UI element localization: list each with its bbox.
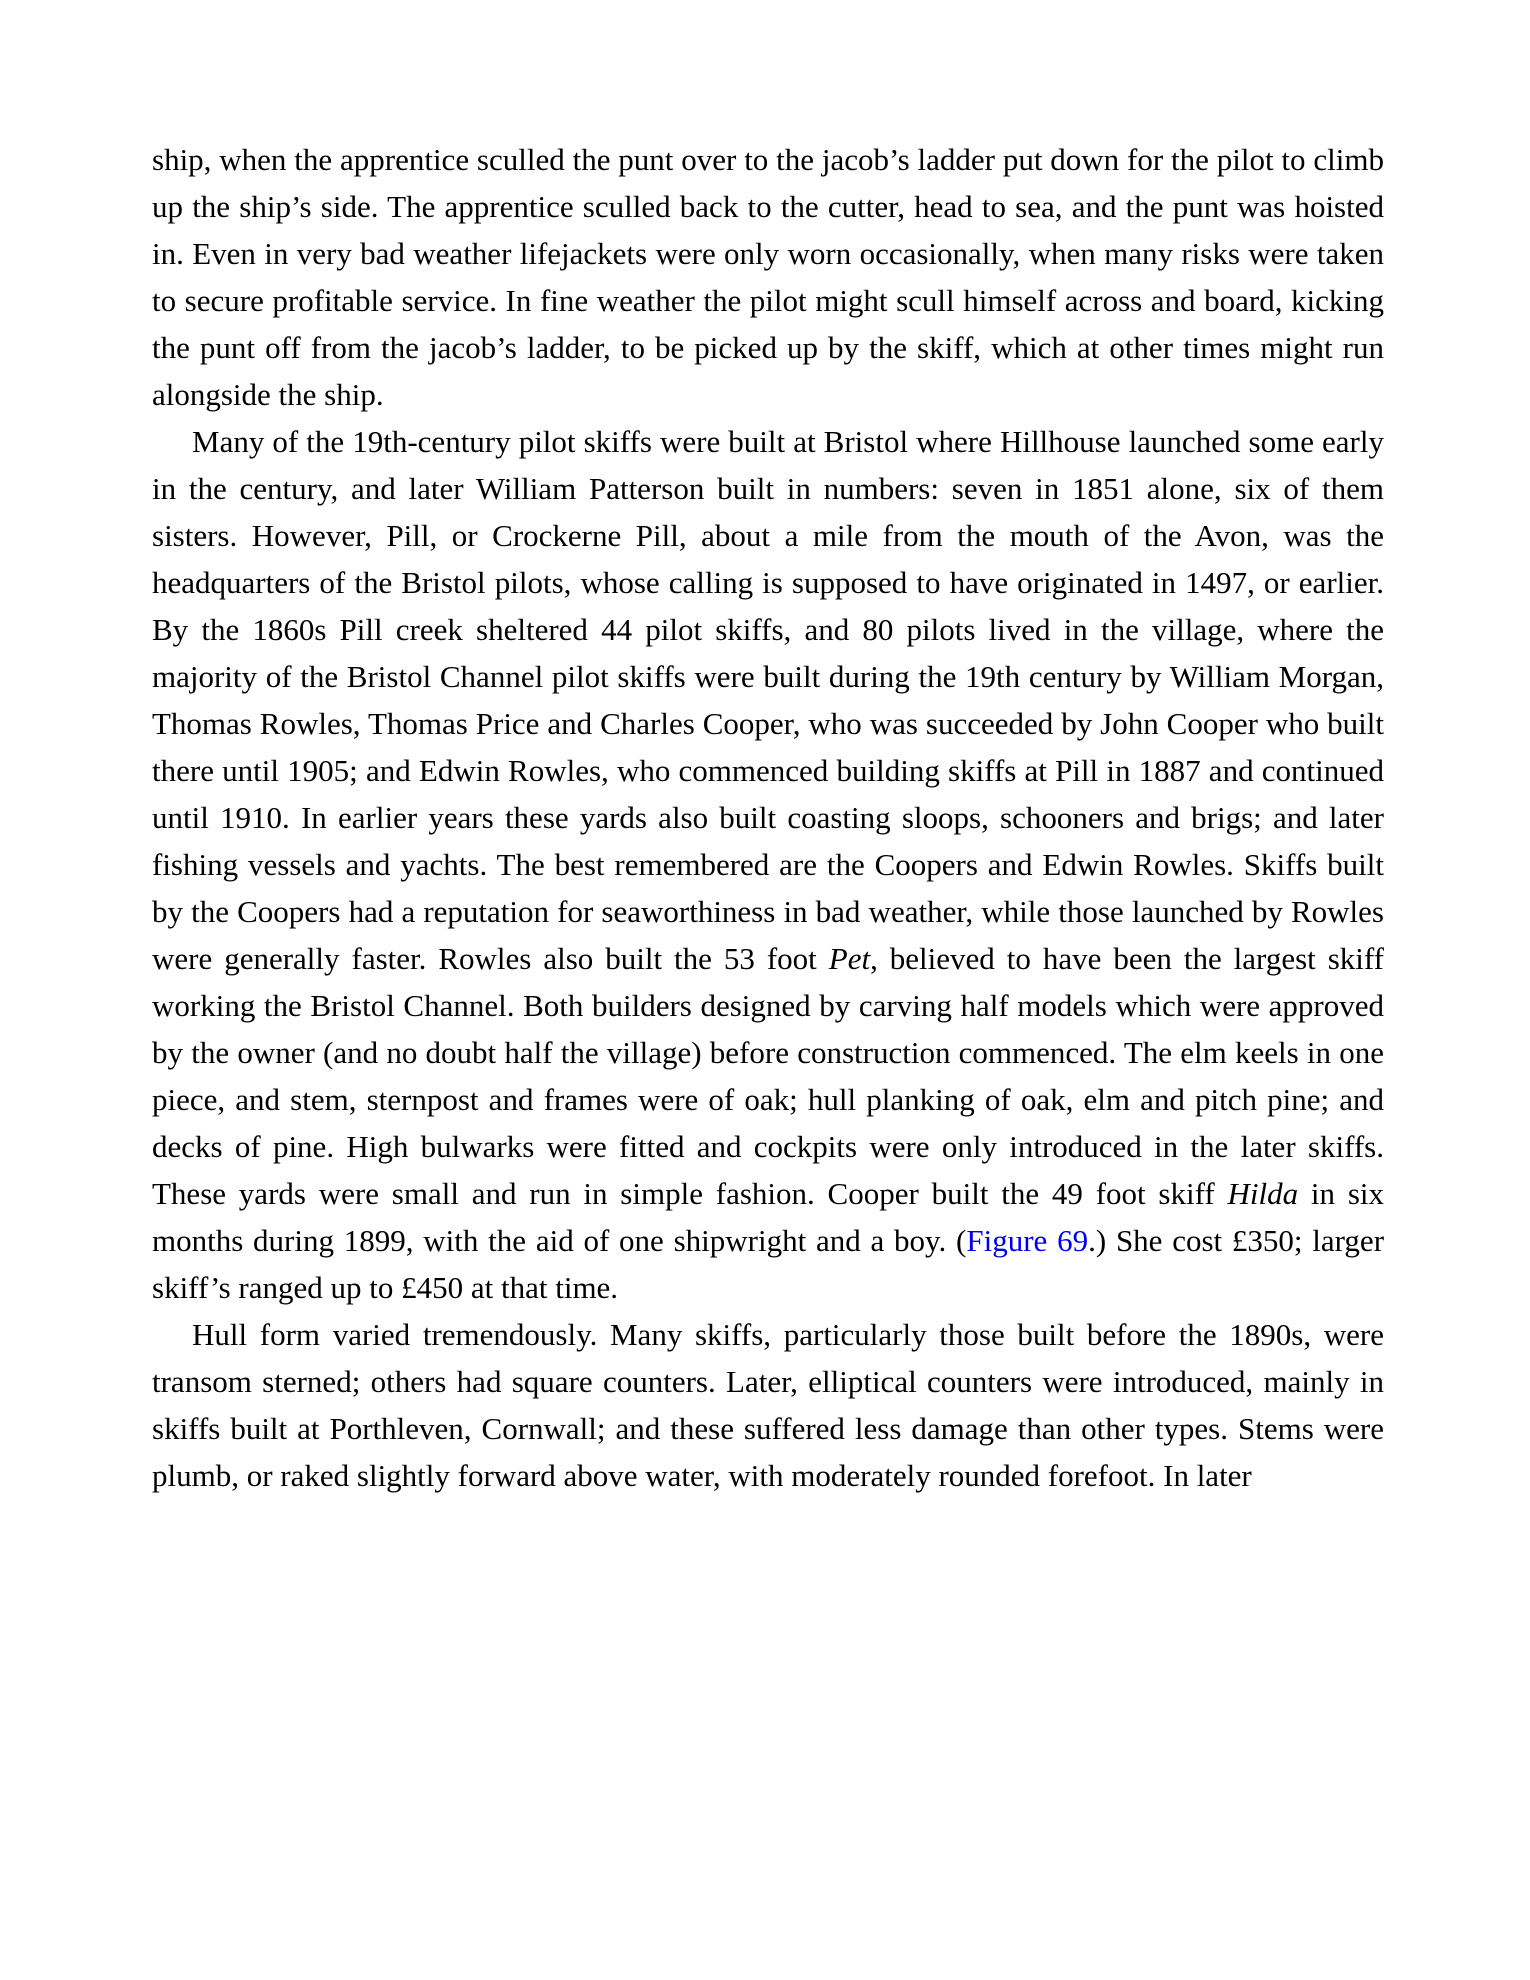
text-run: , believed to have been the largest skiff working the Bristol Channel. Both builders designed by carving half models which were approved by the owner (and no doubt half the village) before construction commenced. The elm keels in one piece, and stem, sternpost and frames were of oak; hull planking of oak, elm and pitch pine; and decks of pine. High bulwarks were fitted and cockpits were only introduced in the later skiffs. These yards were small and run in simple fashion. Cooper built the 49 foot skiff <box>152 941 1384 1211</box>
paragraph-2 <box>152 418 1384 1311</box>
italic-text: Hilda <box>1227 1176 1299 1211</box>
text-run: in six months during 1899, with the aid of one shipwright and a boy. ( <box>152 1176 1385 1258</box>
text-run: .) She cost £350; larger skiff’s ranged up to £450 at that time. <box>152 1223 1385 1305</box>
paragraph-3 <box>152 1311 1384 1499</box>
italic-text: Pet <box>828 941 871 976</box>
figure-link[interactable]: Figure 69 <box>966 1223 1089 1258</box>
text-run: Many of the 19th-century pilot skiffs were built at Bristol where Hillhouse launched some early in the century, and later William Patterson built in numbers: seven in 1851 alone, six of them sisters. However, Pill, or Crockerne Pill, about a mile from the mouth of the Avon, was the headquarters of the Bristol pilots, whose calling is supposed to have originated in 1497, or earlier. By the 1860s Pill creek sheltered 44 pilot skiffs, and 80 pilots lived in the village, where the majority of the Bristol Channel pilot skiffs were built during the 19th century by William Morgan, Thomas Rowles, Thomas Price and Charles Cooper, who was succeeded by John Cooper who built there until 1905; and Edwin Rowles, who commenced building skiffs at Pill in 1887 and continued until 1910. In earlier years these yards also built coasting sloops, schooners and brigs; and later fishing vessels and yachts. The best remembered are the Coopers and Edwin Rowles. Skiffs built by the Coopers had a reputation for seaworthiness in bad weather, while those launched by Rowles were generally faster. Rowles also built the 53 foot <box>152 424 1384 976</box>
text-run: ship, when the apprentice sculled the punt over to the jacob’s ladder put down for the pilot to climb up the ship’s side. The apprentice sculled back to the cutter, head to sea, and the punt was hoisted in. Even in very bad weather lifejackets were only worn occasionally, when many risks were taken to secure profitable service. In fine weather the pilot might scull himself across and board, kicking the punt off from the jacob’s ladder, to be picked up by the skiff, which at other times might run alongside the ship. <box>152 142 1384 412</box>
text-block <box>152 136 1384 1499</box>
paragraph-1 <box>152 136 1384 418</box>
text-run: Hull form varied tremendously. Many skiffs, particularly those built before the 1890s, were transom sterned; others had square counters. Later, elliptical counters were introduced, mainly in skiffs built at Porthleven, Cornwall; and these suffered less damage than other types. Stems were plumb, or raked slightly forward above water, with moderately rounded forefoot. In later <box>152 1317 1384 1493</box>
